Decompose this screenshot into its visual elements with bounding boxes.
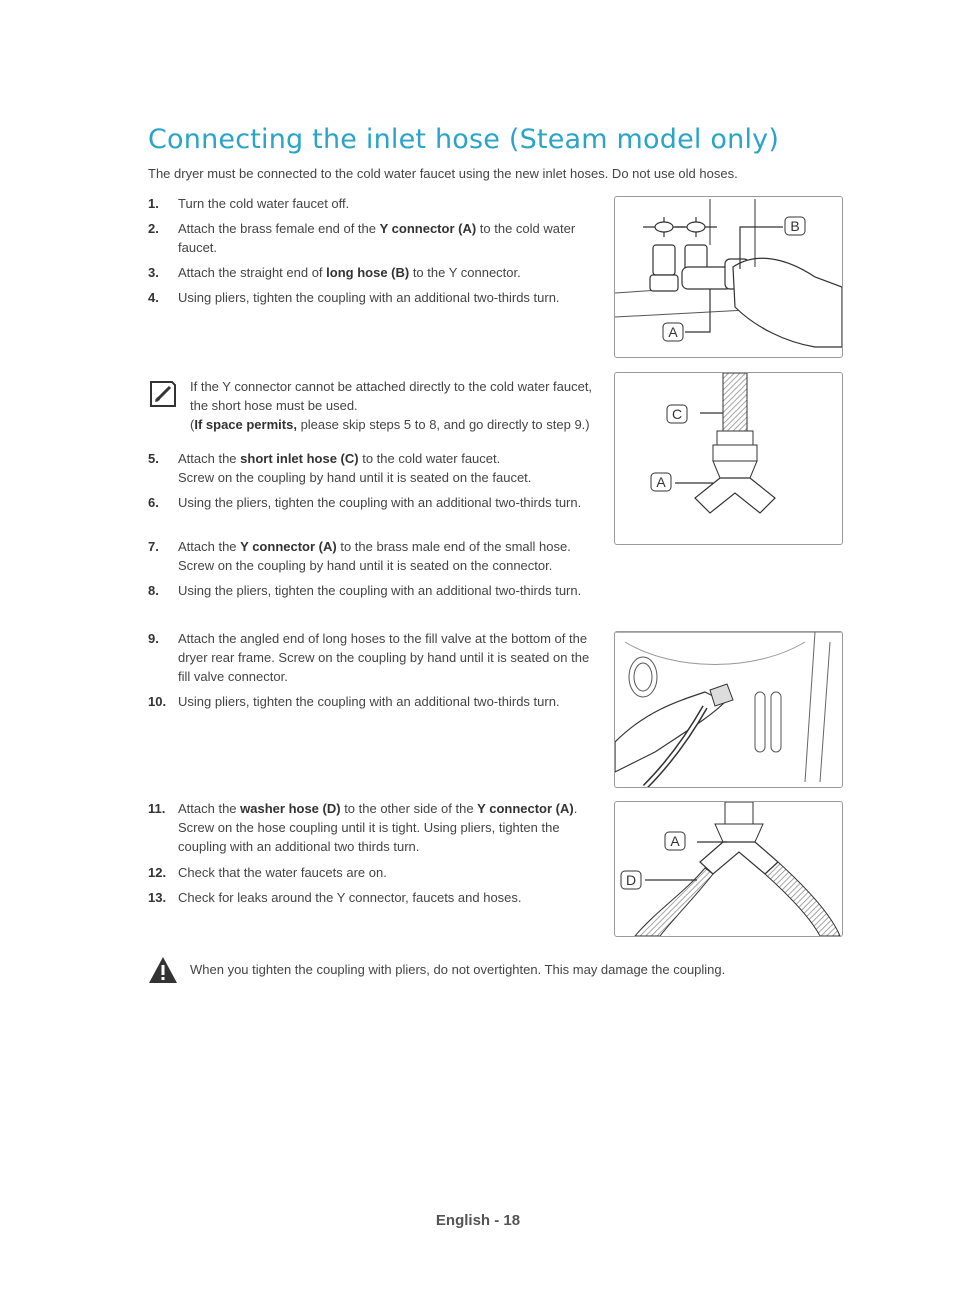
note-main: If the Y connector cannot be attached directly to the cold water faucet, the short hose must be used. (190, 379, 593, 413)
step-4 (148, 288, 608, 307)
step-text: Using pliers, tighten the coupling with an additional two-thirds turn. (178, 694, 560, 709)
step-6 (148, 493, 588, 512)
step-text: Attach the washer hose (D) to the other side of the Y connector (A). Screw on the hose coupling until it is tight. Using pliers, tighten the coupling with an additional two thirds turn. (178, 801, 578, 854)
step-number: 2. (148, 221, 159, 236)
step-number: 3. (148, 265, 159, 280)
step-text: Check that the water faucets are on. (178, 865, 387, 880)
step-text: Attach the short inlet hose (C) to the cold water faucet. Screw on the coupling by hand until it is seated on the faucet. (178, 451, 532, 485)
step-1 (148, 194, 608, 213)
step-7 (148, 537, 608, 575)
step-number: 8. (148, 583, 159, 598)
figure-faucet-y-connector (614, 196, 843, 358)
step-number: 11. (148, 801, 166, 816)
label-c: C (671, 406, 683, 422)
step-text: Check for leaks around the Y connector, faucets and hoses. (178, 890, 522, 905)
step-9 (148, 629, 598, 686)
step-text: Attach the straight end of long hose (B) to the Y connector. (178, 265, 521, 280)
step-13 (148, 888, 608, 907)
step-8 (148, 581, 588, 600)
note-bold: If space permits, (194, 417, 297, 432)
step-3 (148, 263, 608, 282)
step-5 (148, 449, 608, 487)
page-footer: English - 18 (435, 1212, 521, 1229)
step-text: Attach the brass female end of the Y connector (A) to the cold water faucet. (178, 221, 576, 255)
step-number: 9. (148, 631, 159, 646)
step-number: 6. (148, 495, 159, 510)
step-number: 5. (148, 451, 159, 466)
step-text: Turn the cold water faucet off. (178, 196, 350, 211)
intro-text: The dryer must be connected to the cold water faucet using the new inlet hoses. Do not use old hoses. (148, 166, 738, 181)
step-11 (148, 799, 603, 856)
note-rest: please skip steps 5 to 8, and go directly to step 9. (296, 417, 586, 432)
page-title: Connecting the inlet hose (Steam model only) (148, 124, 780, 155)
warning-icon (148, 956, 178, 989)
step-12 (148, 863, 608, 882)
label-d: D (625, 872, 637, 888)
label-a-fig2: A (656, 474, 666, 490)
step-text: Using pliers, tighten the coupling with an additional two-thirds turn. (178, 290, 560, 305)
step-number: 12. (148, 865, 167, 880)
step-number: 7. (148, 539, 159, 554)
step-number: 13. (148, 890, 167, 905)
figure-short-hose-y-connector (614, 372, 843, 545)
figure-washer-hose (614, 801, 843, 937)
step-number: 1. (148, 196, 159, 211)
step-2 (148, 219, 608, 257)
warning-text: When you tighten the coupling with pliers, do not overtighten. This may damage the coupling. (190, 962, 726, 977)
step-number: 10. (148, 694, 167, 709)
step-text: Attach the Y connector (A) to the brass male end of the small hose. Screw on the coupling by hand until it is seated on the connector. (178, 539, 571, 573)
note-icon (148, 379, 178, 414)
label-a-fig4: A (670, 833, 680, 849)
label-b: B (790, 218, 800, 234)
figure-fill-valve (614, 631, 843, 788)
step-text: Using the pliers, tighten the coupling with an additional two-thirds turn. (178, 583, 582, 598)
step-number: 4. (148, 290, 159, 305)
note-text: If the Y connector cannot be attached directly to the cold water faucet, the short hose must be used. (If space permits, please skip steps 5 to 8, and go directly to step 9.) (190, 379, 593, 432)
step-text: Using the pliers, tighten the coupling with an additional two-thirds turn. (178, 495, 582, 510)
step-text: Attach the angled end of long hoses to the fill valve at the bottom of the dryer rear frame. Screw on the coupling by hand until it is seated on the fill valve connector. (178, 631, 590, 684)
step-10 (148, 692, 608, 711)
label-a-fig1: A (668, 324, 678, 340)
